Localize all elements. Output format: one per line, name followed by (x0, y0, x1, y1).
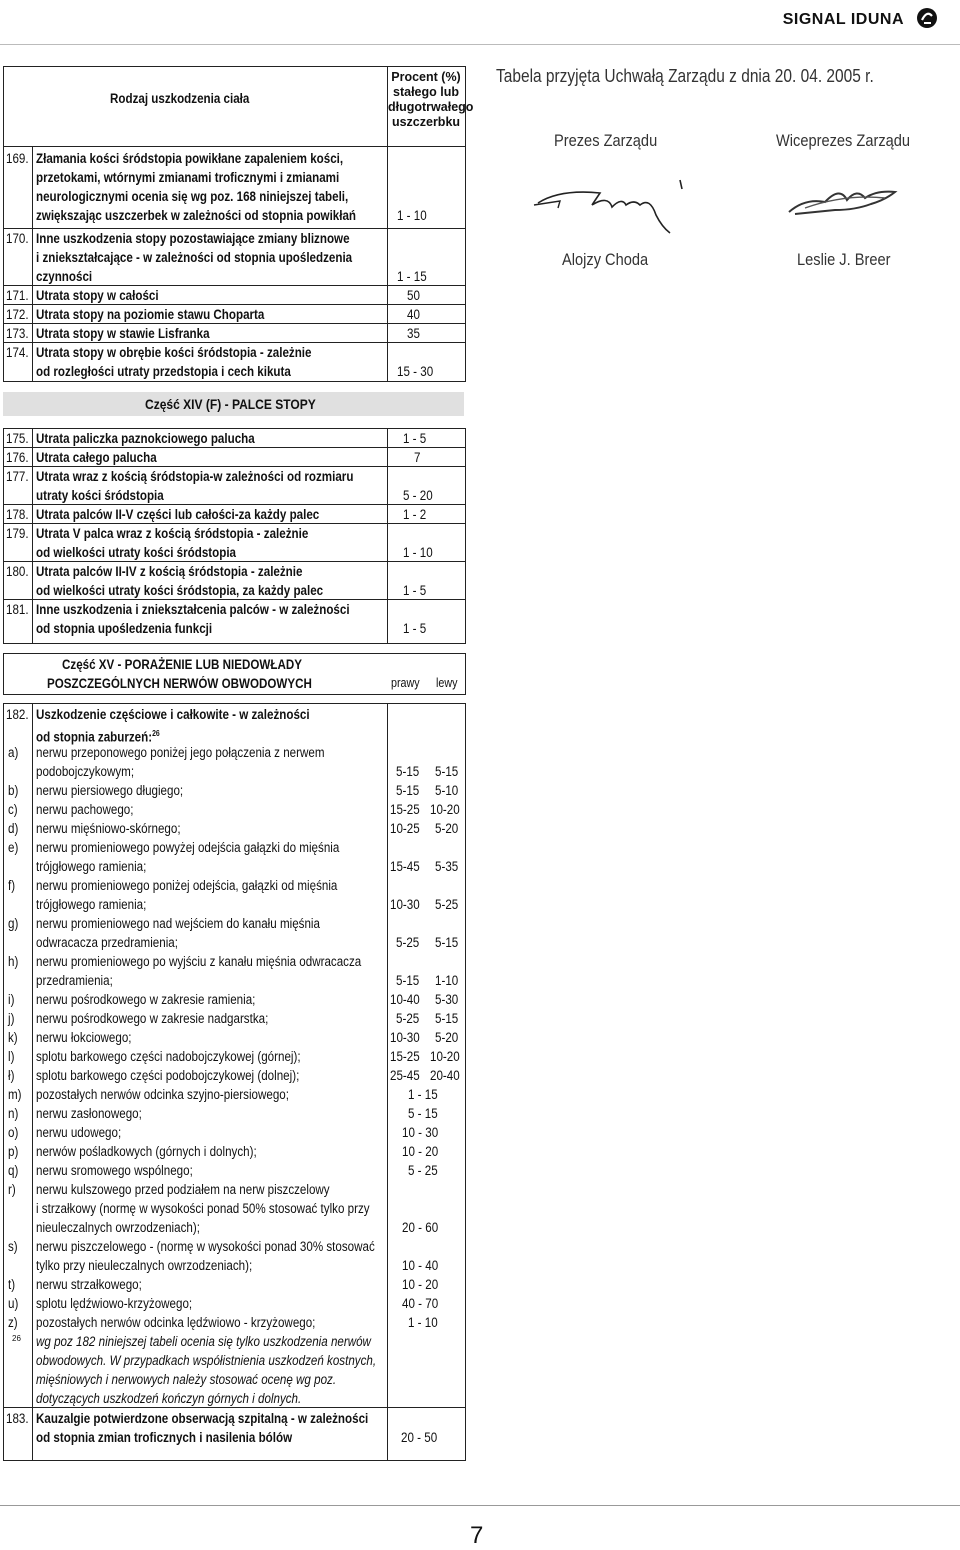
row-text: przetokami, wtórnymi zmianami troficznymi i zmianami (36, 170, 340, 185)
approval-text: Tabela przyjęta Uchwałą Zarządu z dnia 20. 04. 2005 r. (496, 66, 874, 86)
subitem-text: pozostałych nerwów odcinka szyjno-piersiowego; (36, 1087, 289, 1102)
row-value: 1 - 10 (397, 208, 427, 223)
row-value: 7 (414, 450, 421, 465)
row-divider (3, 323, 466, 324)
row-divider (3, 342, 466, 343)
sig1-title: Prezes Zarządu (554, 131, 658, 150)
value-right: 5-15 (396, 783, 420, 798)
subitem-text: nerwu łokciowego; (36, 1030, 132, 1045)
subitem-text: nerwu promieniowego powyżej odejścia gałązki do mięśnia (36, 840, 340, 855)
subitem-text: nerwu strzałkowego; (36, 1277, 142, 1292)
subitem-letter: i) (8, 992, 15, 1007)
row-number: 181. (6, 602, 29, 617)
row-number: 171. (6, 288, 29, 303)
subitem-letter: q) (8, 1163, 19, 1178)
subitem-text: przedramienia; (36, 973, 113, 988)
row-text: Inne uszkodzenia stopy pozostawiające zmiany bliznowe (36, 231, 350, 246)
sig2-title: Wiceprezes Zarządu (776, 131, 911, 150)
row-text: Utrata wraz z kością śródstopia-w zależności od rozmiaru (36, 469, 354, 484)
row-text: Utrata V palca wraz z kością śródstopia - zależnie (36, 526, 309, 541)
subitem-letter: r) (8, 1182, 16, 1197)
row-value: 1 - 10 (403, 545, 433, 560)
subitem-text: nerwu pośrodkowego w zakresie nadgarstka; (36, 1011, 269, 1026)
row-divider (3, 466, 466, 467)
subitem-value: 40 - 70 (402, 1296, 439, 1311)
value-right: 10-25 (390, 821, 420, 836)
row-number: 170. (6, 231, 29, 246)
subitem-text: nerwu sromowego wspólnego; (36, 1163, 193, 1178)
subitem-text: odwracacza przedramienia; (36, 935, 178, 950)
row-text: czynności (36, 269, 93, 284)
subitem-letter: l) (8, 1049, 15, 1064)
subitem-letter: o) (8, 1125, 19, 1140)
value-right: 5-15 (396, 764, 420, 779)
value-right: 5-25 (396, 935, 420, 950)
value-right: 5-15 (396, 973, 420, 988)
row-number: 169. (6, 151, 29, 166)
value-right: 15-25 (390, 802, 420, 817)
subitem-letter: n) (8, 1106, 19, 1121)
row-divider (3, 285, 466, 286)
col-header-left: lewy (436, 676, 458, 690)
row-value: 50 (407, 288, 420, 303)
subitem-letter: h) (8, 954, 19, 969)
signature-2-image (785, 180, 915, 220)
row-divider (3, 447, 466, 448)
row-value: 1 - 5 (403, 431, 427, 446)
value-right: 10-30 (390, 1030, 420, 1045)
subitem-letter: u) (8, 1296, 19, 1311)
row-divider (3, 599, 466, 600)
subitem-letter: d) (8, 821, 19, 836)
footnote-text: wg poz 182 niniejszej tabeli ocenia się tylko uszkodzenia nerwów (36, 1334, 371, 1349)
row-text: Złamania kości śródstopia powikłane zapaleniem kości, (36, 151, 344, 166)
row-text: Utrata palców II-V części lub całości-za każdy palec (36, 507, 320, 522)
row-number: 178. (6, 507, 29, 522)
subitem-letter: z) (8, 1315, 18, 1330)
row-text: Utrata paliczka paznokciowego palucha (36, 431, 255, 446)
row-text: i zniekształcające - w zależności od stopnia upośledzenia (36, 250, 353, 265)
subitem-text: nerwu promieniowego poniżej odejścia, gałązki od mięśnia (36, 878, 338, 893)
subitem-value: 10 - 20 (402, 1277, 439, 1292)
row-number: 174. (6, 345, 29, 360)
row-text: Utrata całego palucha (36, 450, 157, 465)
value-left: 1-10 (435, 973, 459, 988)
subitem-letter: m) (8, 1087, 22, 1102)
table-header-divider (3, 146, 466, 147)
value-left: 5-15 (435, 935, 459, 950)
row-value: 1 - 15 (397, 269, 427, 284)
value-right: 10-30 (390, 897, 420, 912)
item-182-number: 182. (6, 707, 29, 722)
subitem-value: 5 - 15 (408, 1106, 438, 1121)
row-text: Utrata stopy na poziomie stawu Choparta (36, 307, 265, 322)
row-text: Utrata stopy w całości (36, 288, 159, 303)
row-value: 1 - 5 (403, 583, 427, 598)
subitem-letter: f) (8, 878, 16, 893)
signature-1-image (530, 175, 700, 235)
subitem-text: nerwu pośrodkowego w zakresie ramienia; (36, 992, 256, 1007)
sig2-name: Leslie J. Breer (797, 250, 891, 269)
footer-divider (0, 1505, 960, 1506)
row-text: Utrata stopy w stawie Lisfranka (36, 326, 210, 341)
subitem-text: nerwu promieniowego po wyjściu z kanału mięśnia odwracacza (36, 954, 362, 969)
row-divider (3, 228, 466, 229)
subitem-text: i strzałkowy (normę w wysokości ponad 50% stosować tylko przy (36, 1201, 370, 1216)
row-text: od rozległości utraty przedstopia i cech kikuta (36, 364, 291, 379)
table-header-type: Rodzaj uszkodzenia ciała (110, 91, 250, 106)
item-183-line1: Kauzalgie potwierdzone obserwacją szpitalną - w zależności (36, 1411, 369, 1426)
subitem-letter: s) (8, 1239, 18, 1254)
subitem-value: 10 - 20 (402, 1144, 439, 1159)
subitem-text: nieuleczalnych owrzodzeniach); (36, 1220, 200, 1235)
row-number: 179. (6, 526, 29, 541)
value-left: 10-20 (430, 802, 460, 817)
subitem-text: nerwów pośladkowych (górnych i dolnych); (36, 1144, 257, 1159)
item-183-line2: od stopnia zmian troficznych i nasilenia bólów (36, 1430, 293, 1445)
item-182-line1: Uszkodzenie częściowe i całkowite - w zależności (36, 707, 310, 722)
signal-iduna-logo-icon (916, 7, 938, 29)
row-number: 176. (6, 450, 29, 465)
header-divider (0, 44, 960, 45)
subitem-letter: b) (8, 783, 19, 798)
row-number: 177. (6, 469, 29, 484)
subitem-letter: ł) (8, 1068, 15, 1083)
page-number: 7 (470, 1522, 484, 1549)
row-text: neurologicznymi ocenia się wg poz. 168 niniejszej tabeli, (36, 189, 349, 204)
row-text: od wielkości utraty kości śródstopia (36, 545, 237, 560)
value-right: 15-25 (390, 1049, 420, 1064)
row-number: 172. (6, 307, 29, 322)
row-text: od wielkości utraty kości śródstopia, za każdy palec (36, 583, 324, 598)
subitem-text: trójgłowego ramienia; (36, 897, 147, 912)
subitem-letter: t) (8, 1277, 16, 1292)
section-xv-title-line2: POSZCZEGÓLNYCH NERWÓW OBWODOWYCH (47, 676, 312, 691)
value-right: 5-25 (396, 1011, 420, 1026)
row-text: zwiększając uszczerbek w zależności od stopnia powikłań (36, 208, 357, 223)
row-number: 173. (6, 326, 29, 341)
subitem-text: nerwu piersiowego długiego; (36, 783, 184, 798)
section-xiv-title: Część XIV (F) - PALCE STOPY (145, 396, 316, 412)
table-header-percent: Procent (%) stałego lub długotrwałego uszczerbku (388, 70, 474, 129)
subitem-letter: e) (8, 840, 19, 855)
brand-name: SIGNAL IDUNA (782, 11, 904, 28)
table-num-divider (32, 703, 33, 1461)
subitem-text: nerwu pachowego; (36, 802, 134, 817)
item-182-line2: od stopnia zaburzeń:$^{26}$ (36, 729, 160, 745)
row-text: Utrata palców II-IV z kością śródstopia - zależnie (36, 564, 303, 579)
subitem-text: trójgłowego ramienia; (36, 859, 147, 874)
subitem-text: nerwu promieniowego nad wejściem do kanału mięśnia (36, 916, 320, 931)
subitem-text: nerwu zasłonowego; (36, 1106, 142, 1121)
subitem-value: 1 - 10 (408, 1315, 438, 1330)
value-left: 5-20 (435, 1030, 459, 1045)
row-divider (3, 561, 466, 562)
subitem-text: splotu lędźwiowo-krzyżowego; (36, 1296, 193, 1311)
subitem-text: nerwu piszczelowego - (normę w wysokości ponad 30% stosować (36, 1239, 375, 1254)
subitem-value: 1 - 15 (408, 1087, 438, 1102)
subitem-value: 10 - 40 (402, 1258, 439, 1273)
row-text: utraty kości śródstopia (36, 488, 164, 503)
row-divider (3, 504, 466, 505)
value-left: 10-20 (430, 1049, 460, 1064)
subitem-text: nerwu udowego; (36, 1125, 122, 1140)
footnote-text: dotyczących uszkodzeń kończyn górnych i dolnych. (36, 1391, 302, 1406)
value-left: 5-15 (435, 764, 459, 779)
row-text: od stopnia upośledzenia funkcji (36, 621, 213, 636)
row-number: 175. (6, 431, 29, 446)
value-left: 5-25 (435, 897, 459, 912)
item-183-number: 183. (6, 1411, 29, 1426)
row-divider (3, 523, 466, 524)
subitem-text: splotu barkowego części nadobojczykowej (górnej); (36, 1049, 301, 1064)
section-xv-title-line1: Część XV - PORAŻENIE LUB NIEDOWŁADY (62, 657, 302, 672)
subitem-text: nerwu mięśniowo-skórnego; (36, 821, 181, 836)
subitem-value: 5 - 25 (408, 1163, 438, 1178)
row-value: 40 (407, 307, 420, 322)
subitem-letter: c) (8, 802, 18, 817)
subitem-text: nerwu przeponowego poniżej jego połączenia z nerwem (36, 745, 325, 760)
subitem-letter: p) (8, 1144, 19, 1159)
value-right: 25-45 (390, 1068, 420, 1083)
value-right: 15-45 (390, 859, 420, 874)
footnote-text: obwodowych. W przypadkach współistnienia uszkodzeń kostnych, (36, 1353, 377, 1368)
value-left: 5-35 (435, 859, 459, 874)
row-value: 5 - 20 (403, 488, 433, 503)
subitem-value: 10 - 30 (402, 1125, 439, 1140)
row-value: 15 - 30 (397, 364, 434, 379)
row-divider (3, 304, 466, 305)
subitem-value: 20 - 60 (402, 1220, 439, 1235)
footnote-mark: 26 (12, 1334, 21, 1343)
row-text: Utrata stopy w obrębie kości śródstopia - zależnie (36, 345, 312, 360)
value-left: 5-20 (435, 821, 459, 836)
subitem-letter: g) (8, 916, 19, 931)
subitem-text: pozostałych nerwów odcinka lędźwiowo - krzyżowego; (36, 1315, 316, 1330)
value-right: 10-40 (390, 992, 420, 1007)
subitem-letter: k) (8, 1030, 18, 1045)
subitem-text: nerwu kulszowego przed podziałem na nerw piszczelowy (36, 1182, 330, 1197)
sig1-name: Alojzy Choda (562, 250, 649, 269)
row-value: 1 - 5 (403, 621, 427, 636)
value-left: 5-30 (435, 992, 459, 1007)
row-text: Inne uszkodzenia i zniekształcenia palców - w zależności (36, 602, 350, 617)
value-left: 20-40 (430, 1068, 460, 1083)
subitem-letter: a) (8, 745, 19, 760)
footnote-text: mięśniowych i nerwowych należy stosować ocenę wg poz. (36, 1372, 337, 1387)
row-value: 1 - 2 (403, 507, 427, 522)
item-183-value: 20 - 50 (401, 1430, 438, 1445)
subitem-text: podobojczykowym; (36, 764, 135, 779)
row-value: 35 (407, 326, 420, 341)
subitem-letter: j) (8, 1011, 15, 1026)
subitem-text: splotu barkowego części podobojczykowej (dolnej); (36, 1068, 300, 1083)
value-left: 5-15 (435, 1011, 459, 1026)
col-header-right: prawy (391, 676, 420, 690)
subitem-text: tylko przy nieuleczalnych owrzodzeniach); (36, 1258, 253, 1273)
row-number: 180. (6, 564, 29, 579)
value-left: 5-10 (435, 783, 459, 798)
